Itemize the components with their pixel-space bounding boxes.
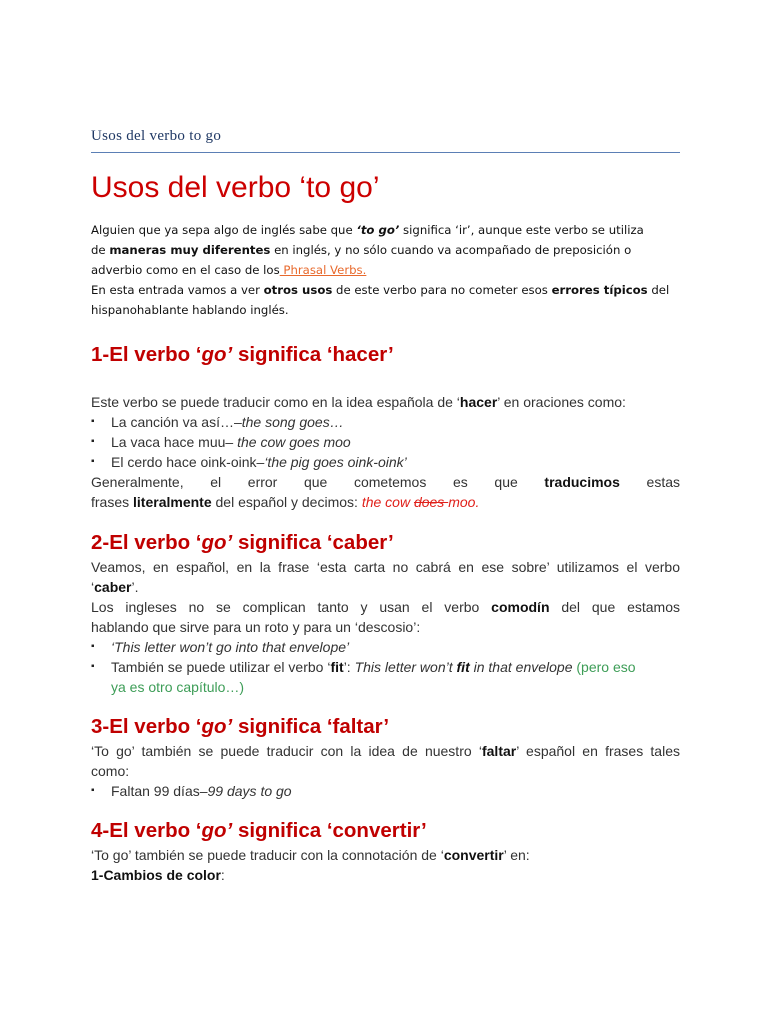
section-1-heading — [91, 341, 680, 369]
text: 99 days to go — [207, 783, 292, 799]
text: en inglés, y no sólo cuando va acompañado de preposición o — [270, 243, 632, 257]
text: frases — [91, 494, 134, 510]
section-2-paragraph-3 — [91, 597, 680, 617]
text: estas — [619, 474, 680, 490]
text: 3-El verbo ‘ — [91, 715, 202, 738]
text: convertir — [443, 847, 504, 863]
intro-line-1 — [91, 220, 680, 240]
text: También se puede utilizar el verbo ‘ — [111, 659, 331, 675]
section-1-paragraph — [91, 392, 680, 412]
section-4-heading — [91, 817, 680, 845]
text: La canción va así…– — [111, 414, 242, 430]
header-divider — [91, 152, 680, 153]
section-2-paragraph-2 — [91, 577, 680, 597]
text: ya es otro capítulo…) — [111, 679, 245, 695]
strikethrough-text: does — [413, 494, 449, 510]
page-header: Usos del verbo to go — [91, 128, 222, 144]
section-2-paragraph-4: hablando que sirve para un roto y para un ‘descosio’: — [91, 619, 421, 635]
text: ’: — [343, 659, 355, 675]
text: ’ en oraciones como: — [497, 394, 626, 410]
text: the cow — [361, 494, 414, 510]
text: comodín — [491, 599, 550, 615]
text: del que estamos — [549, 599, 680, 615]
text: fit — [330, 659, 344, 675]
text: moo. — [448, 494, 480, 510]
text: La vaca hace muu– — [111, 434, 238, 450]
text: go’ — [201, 531, 233, 554]
text: significa ‘hacer’ — [232, 343, 394, 366]
text: ‘To go’ también se puede traducir con la idea de nuestro ‘ — [91, 743, 482, 759]
list-item — [91, 452, 680, 472]
text: Alguien que ya sepa algo de inglés sabe que — [91, 223, 357, 237]
text: literalmente — [133, 494, 212, 510]
emphasis-to-go: ‘to go’ — [356, 223, 400, 237]
intro-paragraph — [91, 220, 680, 320]
text: significa ‘faltar’ — [232, 715, 390, 738]
text: adverbio como en el caso de los — [91, 263, 280, 277]
text: the song goes… — [241, 414, 344, 430]
text: de este verbo para no cometer esos — [332, 283, 552, 297]
section-2-paragraph-1: Veamos, en español, en la frase ‘esta carta no cabrá en ese sobre’ utilizamos el verbo — [91, 559, 680, 575]
intro-line-4 — [91, 280, 680, 300]
intro-line-2 — [91, 240, 680, 260]
list-item — [91, 637, 680, 657]
text: faltar — [481, 743, 517, 759]
list-item — [91, 412, 680, 432]
text: del español y decimos: — [211, 494, 362, 510]
section-3-paragraph-2: como: — [91, 763, 130, 779]
text: Este verbo se puede traducir como en la idea española de ‘ — [91, 394, 460, 410]
text: 1-El verbo ‘ — [91, 343, 202, 366]
text: This letter won’t — [354, 659, 457, 675]
text: significa ‘ir’, aunque este verbo se utiliza — [399, 223, 644, 237]
text: in that envelope — [469, 659, 573, 675]
text: go’ — [201, 819, 233, 842]
text: 1-Cambios de color — [91, 867, 221, 883]
phrasal-verbs-link[interactable]: Phrasal Verbs. — [279, 263, 367, 277]
emphasis: errores típicos — [551, 283, 648, 297]
section-4-paragraph-2 — [91, 865, 680, 885]
intro-line-5: hispanohablante hablando inglés. — [91, 303, 289, 317]
section-1-paragraph-2 — [91, 472, 680, 492]
text: fit — [456, 659, 470, 675]
emphasis: otros usos — [263, 283, 333, 297]
section-3-paragraph-1 — [91, 741, 680, 761]
section-2-list — [91, 637, 680, 697]
section-3-heading — [91, 713, 680, 741]
list-item — [91, 432, 680, 452]
article-body — [91, 168, 680, 885]
text: Los ingleses no se complican tanto y usan el verbo — [91, 599, 492, 615]
emphasis: maneras muy diferentes — [109, 243, 271, 257]
section-2-heading — [91, 529, 680, 557]
text: go’ — [201, 715, 233, 738]
text: ‘ — [91, 579, 95, 595]
text: ’. — [131, 579, 139, 595]
text: ‘the pig goes oink-oink’ — [264, 454, 407, 470]
text: ‘This letter won’t go into that envelope’ — [111, 639, 350, 655]
text: ’ español en frases tales — [516, 743, 680, 759]
text: traducimos — [544, 474, 620, 490]
text: go’ — [201, 343, 233, 366]
text: ‘To go’ también se puede traducir con la connotación de ‘ — [91, 847, 444, 863]
text: El cerdo hace oink-oink– — [111, 454, 265, 470]
text: del — [647, 283, 670, 297]
text: significa ‘convertir’ — [232, 819, 427, 842]
text: significa ‘caber’ — [232, 531, 394, 554]
text: (pero eso — [572, 659, 636, 675]
text: the cow goes moo — [237, 434, 351, 450]
section-4-paragraph-1 — [91, 845, 680, 865]
text: caber — [94, 579, 132, 595]
text: Faltan 99 días– — [111, 783, 208, 799]
section-3-list — [91, 781, 680, 801]
text: de — [91, 243, 110, 257]
section-1-list — [91, 412, 680, 472]
section-1-paragraph-3 — [91, 492, 680, 512]
text: hacer — [459, 394, 498, 410]
page-title: Usos del verbo ‘to go’ — [91, 171, 380, 204]
text: ’ en: — [503, 847, 530, 863]
text: 4-El verbo ‘ — [91, 819, 202, 842]
intro-line-3 — [91, 260, 680, 280]
text: 2-El verbo ‘ — [91, 531, 202, 554]
text: En esta entrada vamos a ver — [91, 283, 264, 297]
text: Generalmente, el error que cometemos es que — [91, 474, 545, 490]
list-item — [91, 781, 680, 801]
text: : — [220, 867, 225, 883]
list-item — [91, 657, 680, 697]
